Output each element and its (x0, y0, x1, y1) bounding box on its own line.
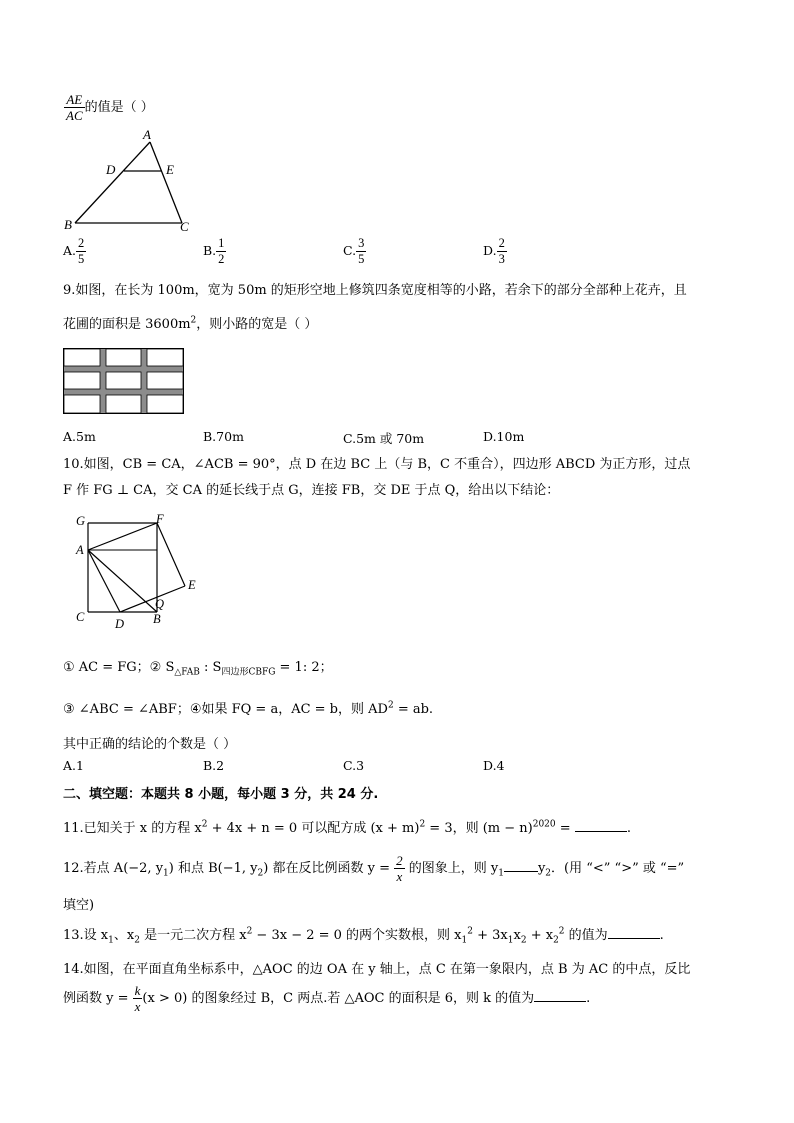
q10-label-e: E (188, 578, 196, 592)
q11-answer-blank[interactable] (575, 819, 627, 832)
q9-option-b[interactable]: B.70m (203, 429, 244, 444)
q14-answer-blank[interactable] (534, 989, 586, 1002)
q14-stem-line1: 14.如图，在平面直角坐标系中，△AOC 的边 OA 在 y 轴上，点 C 在第一象限内，点 B 为 AC 的中点，反比 (63, 962, 691, 977)
q8-label-c: C (180, 219, 189, 234)
q8-triangle-figure (56, 126, 206, 236)
q10-square-figure (70, 508, 210, 633)
q10-label-q: Q (155, 597, 165, 611)
q8-label-a: A (143, 127, 151, 142)
q10-label-b: B (153, 612, 161, 626)
q8-stem: $\frac{AE}{AC}$ 的值是（ ） (66, 92, 154, 123)
q13-answer-blank[interactable] (608, 926, 660, 939)
q8-fraction: $\frac{AE}{AC}$ (66, 92, 83, 123)
q8-label-e: E (166, 162, 174, 177)
q9-stem-line1: 9.如图，在长为 100m，宽为 50m 的矩形空地上修筑四条宽度相等的小路，若余下的部分全部种上花卉，且 (63, 283, 687, 298)
q10-option-a[interactable]: A.1 (63, 758, 84, 773)
q10-question: 其中正确的结论的个数是（ ） (63, 737, 237, 752)
q12-fraction: $\frac{2}{x}$ (396, 853, 403, 884)
q9-stem-line2: 花圃的面积是 $3600m^2$，则小路的宽是（ ） (63, 315, 318, 332)
q14-fraction: $\frac{k}{x}$ (134, 983, 141, 1014)
q10-conclusions-1-2: ① AC = FG；② $S_{\triangle FAB}$ : $S_{四边形CBFG} = 1$: 2； (63, 660, 333, 678)
q10-option-d[interactable]: D.4 (483, 758, 505, 773)
q8-option-d[interactable]: D. $\frac{2}{3}$ (483, 236, 505, 266)
q10-stem-line2: F 作 FG ⊥ CA，交 CA 的延长线于点 G，连接 FB，交 DE 于点 Q，给出以下结论： (63, 483, 560, 498)
q10-conclusions-3-4: ③ ∠ABC = ∠ABF；④如果 FQ = a，AC = b，则 $AD^2$ = ab. (63, 700, 434, 717)
q8-option-b[interactable]: B. $\frac{1}{2}$ (203, 236, 225, 266)
q10-label-a: A (76, 543, 84, 557)
q9-option-c[interactable]: C.5m 或 70m (343, 431, 425, 446)
q12-stem: 12.若点 A(−2, $y_1$) 和点 B(−1, $y_2$) 都在反比例函数 y = $\frac{2}{x}$ 的图象上，则 $y_1$ $y_2$．(用 “<” “>” 或 “=” (63, 853, 685, 884)
q8-option-c[interactable]: C. $\frac{3}{5}$ (343, 236, 365, 266)
q9-option-d[interactable]: D.10m (483, 429, 525, 444)
q9-garden-figure (63, 348, 185, 416)
q8-label-b: B (64, 217, 72, 232)
q13-stem: 13.设 $x_1$、$x_2$ 是一元二次方程 $x^2 - 3x - 2 = 0$ 的两个实数根，则 $x_1^2 + 3x_1x_2 + x_2^2$ 的值为 . (63, 926, 664, 946)
q11-stem: 11.已知关于 x 的方程 $x^2 + 4x + n = 0$ 可以配方成 $(x + m)^2 = 3$，则 $(m - n)^{2020}$ = . (63, 819, 631, 836)
q10-stem-line1: 10.如图，CB = CA，∠ACB = 90°，点 D 在边 BC 上（与 B，C 不重合），四边形 ABCD 为正方形，过点 (63, 457, 691, 472)
section-2-heading: 二、填空题：本题共 8 小题，每小题 3 分，共 24 分. (63, 787, 379, 802)
q10-label-f: F (156, 512, 164, 526)
q12-answer-blank[interactable] (504, 859, 538, 872)
q9-option-a[interactable]: A.5m (63, 429, 96, 444)
q14-stem-line2: 例函数 y = $\frac{k}{x}$ (x > 0) 的图象经过 B，C 两点.若 △AOC 的面积是 6，则 k 的值为 . (63, 983, 591, 1014)
q10-option-c[interactable]: C.3 (343, 758, 365, 773)
q12-stem-line2: 填空) (63, 898, 95, 913)
q10-label-d: D (115, 617, 125, 631)
q10-label-g: G (76, 514, 86, 528)
q10-label-c: C (76, 610, 85, 624)
q8-label-d: D (106, 162, 116, 177)
q8-option-a[interactable]: A. $\frac{2}{5}$ (63, 236, 85, 266)
q10-option-b[interactable]: B.2 (203, 758, 225, 773)
